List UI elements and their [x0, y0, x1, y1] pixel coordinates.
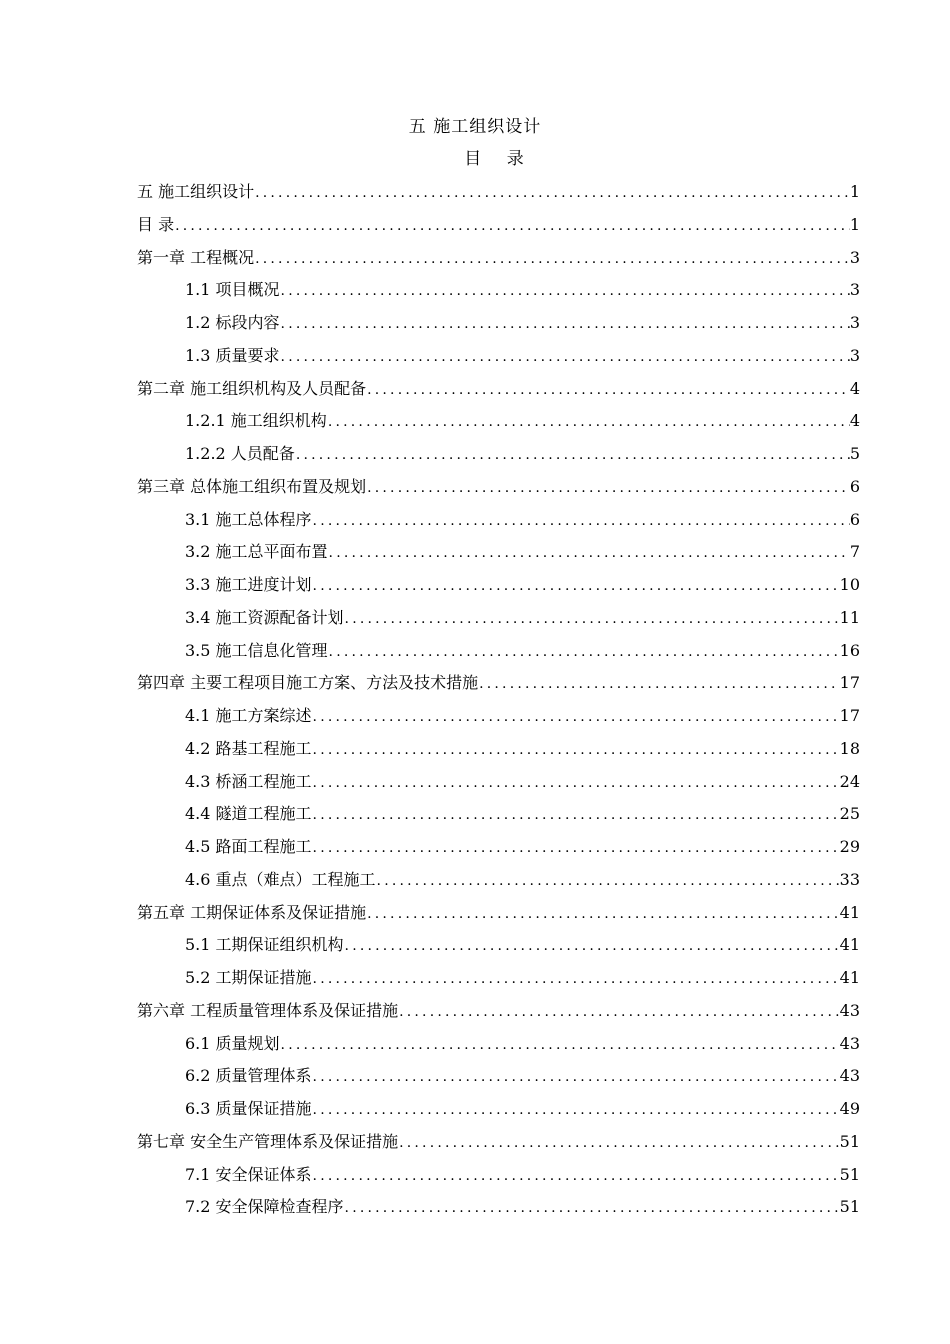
dot-leader [366, 476, 850, 500]
toc-entry-label: 5.1 工期保证组织机构 [185, 935, 344, 955]
toc-entry-label: 1.1 项目概况 [185, 280, 280, 300]
toc-entry-label: 6.2 质量管理体系 [185, 1066, 312, 1086]
toc-entry-label: 6.1 质量规划 [185, 1033, 280, 1053]
dot-leader [280, 312, 850, 336]
toc-entry-page: 17 [839, 673, 860, 693]
toc-entry-label: 1.2.2 人员配备 [185, 444, 295, 463]
toc-entry[interactable] [137, 508, 860, 541]
toc-entry[interactable] [137, 573, 860, 606]
dot-leader [280, 1033, 840, 1057]
toc-entry-label: 4.1 施工方案综述 [185, 706, 312, 725]
dot-leader [344, 934, 840, 958]
toc-entry-page: 33 [839, 869, 860, 889]
dot-leader [174, 214, 850, 238]
toc-entry[interactable] [137, 311, 860, 344]
toc-entry[interactable] [137, 639, 860, 672]
toc-entry-page: 25 [839, 804, 860, 824]
toc-entry[interactable] [137, 442, 860, 475]
toc-entry[interactable] [137, 704, 860, 737]
toc-entry[interactable] [137, 802, 860, 835]
toc-entry[interactable] [137, 377, 860, 410]
dot-leader [328, 640, 840, 664]
toc-entry-label: 第六章 工程质量管理体系及保证措施 [137, 1000, 399, 1020]
toc-entry[interactable] [137, 671, 860, 704]
dot-leader [280, 345, 850, 369]
toc-entry-label: 3.2 施工总平面布置 [185, 542, 328, 562]
dot-leader [398, 1000, 840, 1024]
toc-entry[interactable] [137, 1195, 860, 1228]
toc-entry-page: 51 [839, 1131, 860, 1151]
toc-entry-label: 4.4 隧道工程施工 [185, 804, 312, 824]
toc-entry-page: 7 [849, 542, 860, 562]
toc-heading: 目 录 [464, 149, 534, 169]
dot-leader [327, 410, 850, 434]
table-of-contents [137, 180, 860, 1228]
dot-leader [312, 967, 840, 991]
dot-leader [312, 574, 840, 598]
toc-entry[interactable] [137, 737, 860, 770]
toc-entry-label: 3.4 施工资源配备计划 [185, 607, 344, 627]
toc-entry[interactable] [137, 606, 860, 639]
toc-entry-label: 第四章 主要工程项目施工方案、方法及技术措施 [137, 673, 479, 693]
toc-entry[interactable] [137, 475, 860, 508]
toc-entry-page: 1 [849, 214, 860, 234]
toc-entry-label: 第三章 总体施工组织布置及规划 [137, 476, 367, 496]
toc-entry-label: 目 录 [137, 214, 175, 234]
toc-entry-label: 7.2 安全保障检查程序 [185, 1197, 344, 1217]
toc-entry[interactable] [137, 1097, 860, 1130]
dot-leader [366, 378, 850, 402]
toc-entry-label: 6.3 质量保证措施 [185, 1099, 312, 1118]
toc-entry-page: 29 [839, 837, 860, 856]
toc-entry-page: 43 [839, 1000, 860, 1020]
dot-leader [312, 705, 840, 729]
toc-entry[interactable] [137, 966, 860, 999]
toc-entry-label: 第五章 工期保证体系及保证措施 [137, 902, 367, 922]
dot-leader [280, 279, 850, 303]
toc-entry[interactable] [137, 999, 860, 1032]
dot-leader [344, 1196, 840, 1220]
toc-entry-page: 6 [849, 476, 860, 496]
toc-entry[interactable] [137, 1130, 860, 1163]
dot-leader [254, 181, 850, 205]
toc-entry[interactable] [137, 901, 860, 934]
toc-entry-page: 5 [849, 444, 860, 463]
toc-entry[interactable] [137, 770, 860, 803]
toc-entry[interactable] [137, 180, 860, 213]
dot-leader [398, 1131, 840, 1155]
toc-entry-label: 1.2 标段内容 [185, 313, 280, 332]
toc-entry-page: 6 [849, 509, 860, 529]
dot-leader [312, 738, 840, 762]
page-title: 五 施工组织设计 [408, 117, 542, 137]
dot-leader [478, 672, 840, 696]
toc-entry-page: 3 [849, 345, 860, 365]
toc-entry[interactable] [137, 278, 860, 311]
dot-leader [376, 869, 840, 893]
toc-entry[interactable] [137, 344, 860, 377]
dot-leader [328, 541, 850, 565]
toc-entry-page: 1 [849, 182, 860, 201]
dot-leader [312, 836, 840, 860]
toc-entry-page: 49 [839, 1099, 860, 1118]
toc-entry-label: 4.2 路基工程施工 [185, 738, 312, 758]
toc-entry-label: 4.5 路面工程施工 [185, 837, 312, 856]
toc-entry[interactable] [137, 409, 860, 442]
toc-entry[interactable] [137, 246, 860, 279]
toc-entry-label: 3.5 施工信息化管理 [185, 640, 328, 660]
toc-entry-page: 4 [849, 411, 860, 431]
dot-leader [344, 607, 840, 631]
toc-entry-label: 3.1 施工总体程序 [185, 509, 312, 529]
toc-entry[interactable] [137, 540, 860, 573]
toc-entry-page: 3 [849, 247, 860, 267]
toc-entry-page: 3 [849, 280, 860, 300]
toc-entry-page: 41 [839, 902, 860, 922]
dot-leader [254, 247, 850, 271]
toc-entry-page: 10 [839, 575, 860, 594]
toc-entry-page: 51 [839, 1197, 860, 1217]
toc-entry-label: 1.3 质量要求 [185, 345, 280, 365]
dot-leader [295, 443, 850, 467]
toc-entry-label: 1.2.1 施工组织机构 [185, 411, 327, 431]
toc-entry-page: 11 [839, 607, 860, 627]
toc-entry[interactable] [137, 1163, 860, 1196]
toc-entry-page: 51 [839, 1164, 860, 1184]
toc-entry-label: 五 施工组织设计 [137, 182, 255, 201]
toc-entry-page: 4 [849, 378, 860, 398]
toc-entry-label: 第一章 工程概况 [137, 247, 255, 267]
toc-entry[interactable] [137, 213, 860, 246]
toc-entry-label: 3.3 施工进度计划 [185, 575, 312, 594]
toc-entry-label: 4.6 重点（难点）工程施工 [185, 869, 376, 889]
toc-entry[interactable] [137, 835, 860, 868]
toc-entry-label: 第七章 安全生产管理体系及保证措施 [137, 1131, 399, 1151]
toc-entry-page: 43 [839, 1066, 860, 1086]
toc-entry-page: 16 [839, 640, 860, 660]
toc-entry-label: 第二章 施工组织机构及人员配备 [137, 378, 367, 398]
toc-entry[interactable] [137, 1032, 860, 1065]
toc-entry-page: 24 [839, 771, 860, 791]
toc-entry-page: 41 [839, 968, 860, 987]
toc-entry-page: 18 [839, 738, 860, 758]
toc-entry-label: 7.1 安全保证体系 [185, 1164, 312, 1184]
dot-leader [366, 902, 840, 926]
toc-entry-page: 43 [839, 1033, 860, 1053]
dot-leader [312, 1065, 840, 1089]
toc-entry-label: 5.2 工期保证措施 [185, 968, 312, 987]
dot-leader [312, 1164, 840, 1188]
toc-entry-page: 41 [839, 935, 860, 955]
toc-entry[interactable] [137, 1064, 860, 1097]
dot-leader [312, 1098, 840, 1122]
dot-leader [312, 771, 840, 795]
toc-entry-page: 3 [849, 313, 860, 332]
toc-entry[interactable] [137, 933, 860, 966]
dot-leader [312, 803, 840, 827]
toc-entry-label: 4.3 桥涵工程施工 [185, 771, 312, 791]
dot-leader [312, 509, 850, 533]
toc-entry-page: 17 [839, 706, 860, 725]
toc-entry[interactable] [137, 868, 860, 901]
